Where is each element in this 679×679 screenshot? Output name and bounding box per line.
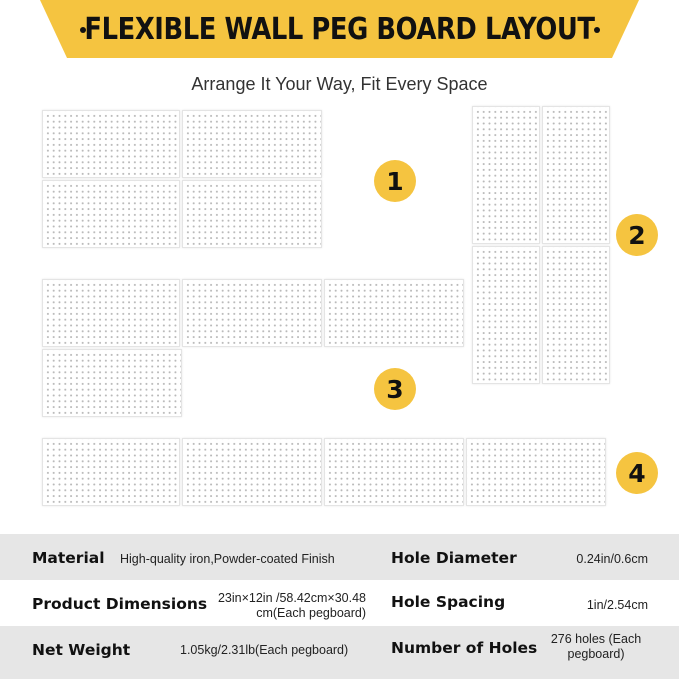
pegboard-panel (42, 110, 180, 178)
pegboard-panel (182, 180, 322, 248)
pegboard-panel (472, 106, 540, 244)
hole-diameter-label: Hole Diameter (391, 549, 517, 567)
page-subtitle: Arrange It Your Way, Fit Every Space (191, 74, 488, 94)
page-title: FLEXIBLE WALL PEG BOARD LAYOUT (84, 11, 595, 47)
pegboard-panel (42, 180, 180, 248)
specs-row-3 (0, 626, 679, 679)
pegboard-panel (472, 246, 540, 384)
hole-diameter-value: 0.24in/0.6cm (576, 552, 648, 566)
pegboard-panel (182, 279, 322, 347)
number-of-holes-label: Number of Holes (391, 639, 538, 657)
product-dimensions-label: Product Dimensions (32, 595, 208, 613)
layout-number-badge: 3 (374, 368, 416, 410)
material-label: Material (32, 549, 105, 567)
pegboard-panel (182, 110, 322, 178)
hole-spacing-value: 1in/2.54cm (586, 598, 648, 612)
net-weight-label: Net Weight (32, 641, 131, 659)
pegboard-panel (542, 246, 610, 384)
material-value: High-quality iron,Powder-coated Finish (120, 552, 335, 566)
product-dimensions-value: 23in×12in /58.42cm×30.48 cm(Each pegboard) (217, 591, 366, 620)
pegboard-panel (42, 279, 180, 347)
pegboard-panel (466, 438, 606, 506)
pegboard-panel (42, 349, 182, 417)
title-banner (0, 0, 679, 60)
pegboard-panel (324, 279, 464, 347)
hole-spacing-label: Hole Spacing (391, 593, 506, 611)
specs-row-1 (0, 534, 679, 580)
pegboard-panel (542, 106, 610, 244)
pegboard-panel (42, 438, 180, 506)
specs-row-2 (0, 580, 679, 626)
net-weight-value: 1.05kg/2.31lb(Each pegboard) (180, 643, 349, 657)
pegboard-panel (324, 438, 464, 506)
layout-number-badge: 2 (616, 214, 658, 256)
layout-number-badge: 4 (616, 452, 658, 494)
number-of-holes-value: 276 holes (Each pegboard) (550, 632, 642, 661)
layout-number-badge: 1 (374, 160, 416, 202)
pegboard-panel (182, 438, 322, 506)
